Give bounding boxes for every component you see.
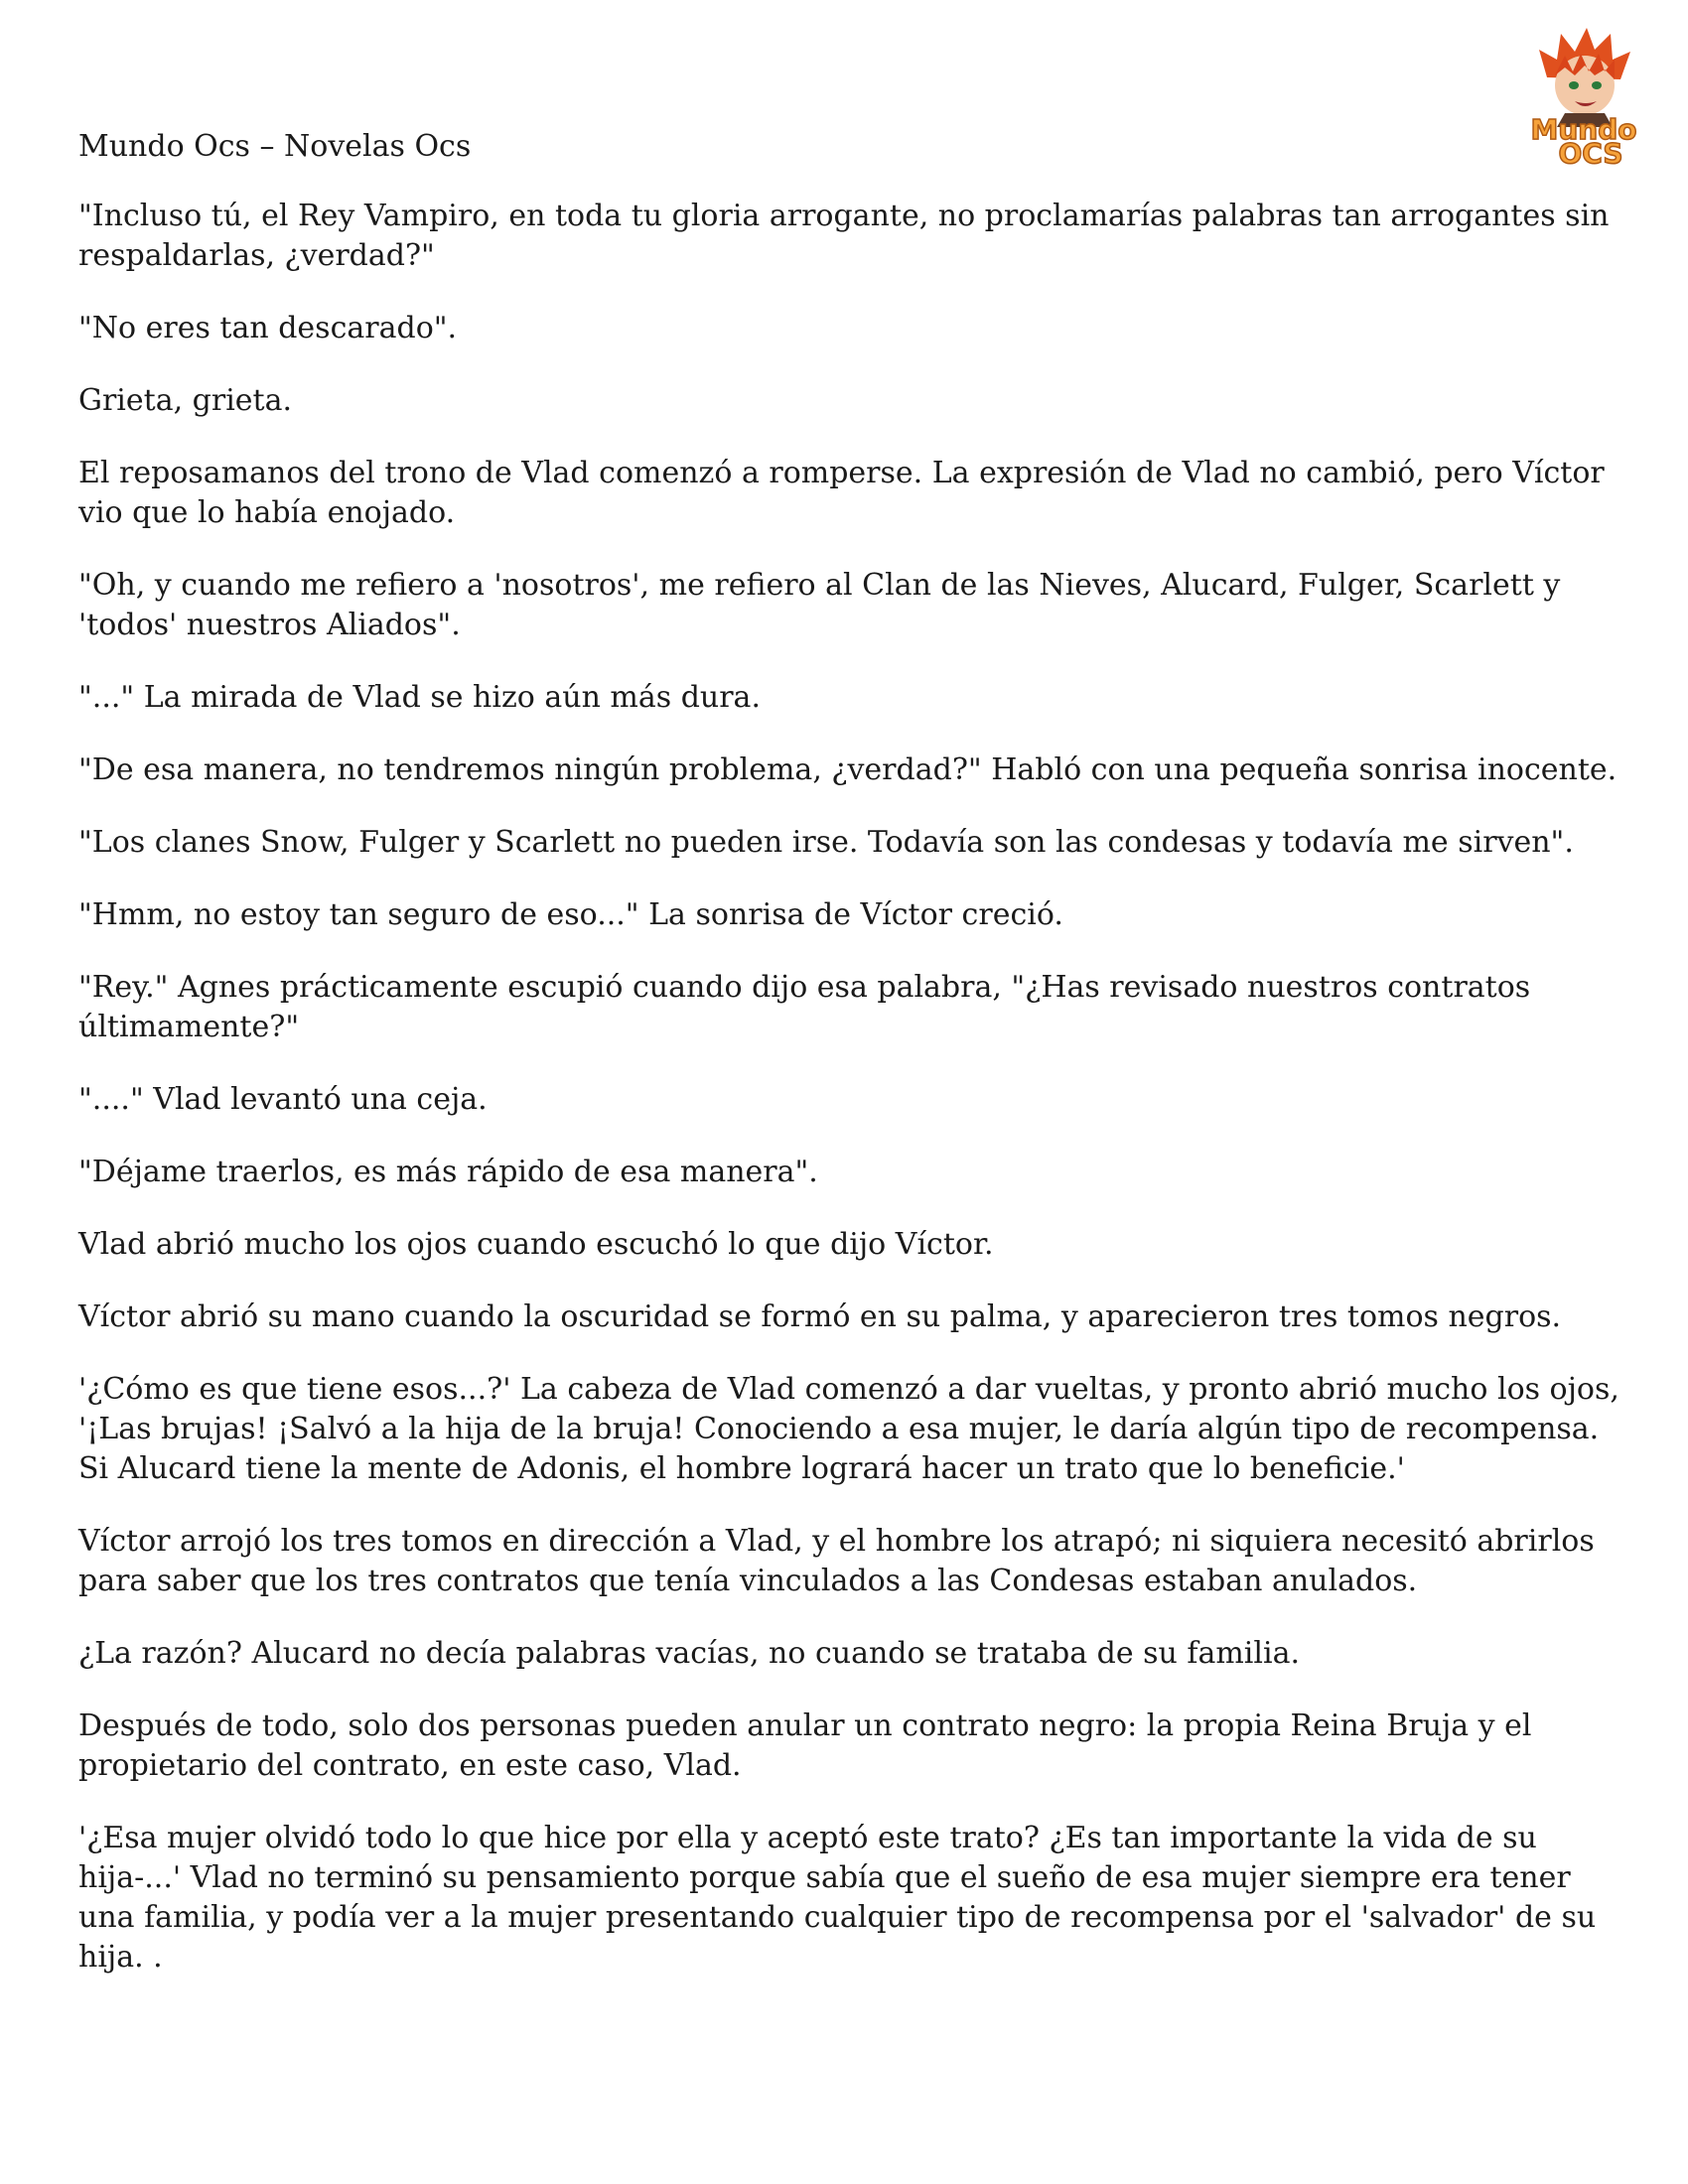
paragraph: "Hmm, no estoy tan seguro de eso..." La sonrisa de Víctor creció. [78,897,1063,932]
paragraph: "Incluso tú, el Rey Vampiro, en toda tu gloria arrogante, no proclamarías palabras tan arrogantes sin respaldarlas, ¿verdad?" [78,199,1610,273]
paragraph: "De esa manera, no tendremos ningún problema, ¿verdad?" Habló con una pequeña sonrisa inocente. [78,752,1618,787]
paragraph: Después de todo, solo dos personas pueden anular un contrato negro: la propia Reina Bruja y el propietario del contrato, en este caso, Vlad. [78,1708,1532,1783]
logo-text-line2: OCS [1558,137,1623,169]
paragraph: '¿Esa mujer olvidó todo lo que hice por ella y aceptó este trato? ¿Es tan importante la vida de su hija-...' Vlad no terminó su pensamiento porque sabía que el sueño de esa mujer siempre era tener una familia, y podía ver a la mujer presentando cualquier tipo de recompensa por el 'salvador' de su hija. . [78,1821,1597,1975]
logo-eye-right [1592,81,1602,89]
paragraph: Grieta, grieta. [78,383,293,418]
paragraph: Víctor arrojó los tres tomos en dirección a Vlad, y el hombre los atrapó; ni siquiera necesitó abrirlos para saber que los tres contratos que tenía vinculados a las Condesas estaban anulados. [78,1524,1595,1598]
paragraph: "..." La mirada de Vlad se hizo aún más dura. [78,680,761,715]
paragraph: El reposamanos del trono de Vlad comenzó a romperse. La expresión de Vlad no cambió, pero Víctor vio que lo había enojado. [78,456,1605,530]
paragraph: "Déjame traerlos, es más rápido de esa manera". [78,1155,818,1189]
paragraph: "Oh, y cuando me refiero a 'nosotros', me refiero al Clan de las Nieves, Alucard, Fulger, Scarlett y 'todos' nuestros Aliados". [78,568,1561,642]
logo-text-line1: Mundo [1530,113,1637,146]
paragraph: "Rey." Agnes prácticamente escupió cuando dijo esa palabra, "¿Has revisado nuestros contratos últimamente?" [78,970,1531,1044]
paragraph: Víctor abrió su mano cuando la oscuridad se formó en su palma, y aparecieron tres tomos negros. [78,1299,1562,1334]
logo-eye-left [1569,81,1579,89]
paragraph: Vlad abrió mucho los ojos cuando escuchó lo que dijo Víctor. [78,1227,994,1262]
paragraph: "No eres tan descarado". [78,311,458,345]
paragraph: '¿Cómo es que tiene esos...?' La cabeza de Vlad comenzó a dar vueltas, y pronto abrió mucho los ojos, '¡Las brujas! ¡Salvó a la hija de la bruja! Conociendo a esa mujer, le daría algún tipo de recompensa. Si Alucard tiene la mente de Adonis, el hombre logrará hacer un trato que lo beneficie.' [78,1372,1619,1486]
paragraph: ¿La razón? Alucard no decía palabras vacías, no cuando se trataba de su familia. [78,1636,1300,1671]
paragraph: "Los clanes Snow, Fulger y Scarlett no pueden irse. Todavía son las condesas y todavía me sirven". [78,825,1574,860]
document-page [78,127,1627,2010]
paragraph: "...." Vlad levantó una ceja. [78,1082,488,1117]
document-header-title: Mundo Ocs – Novelas Ocs [78,129,472,164]
